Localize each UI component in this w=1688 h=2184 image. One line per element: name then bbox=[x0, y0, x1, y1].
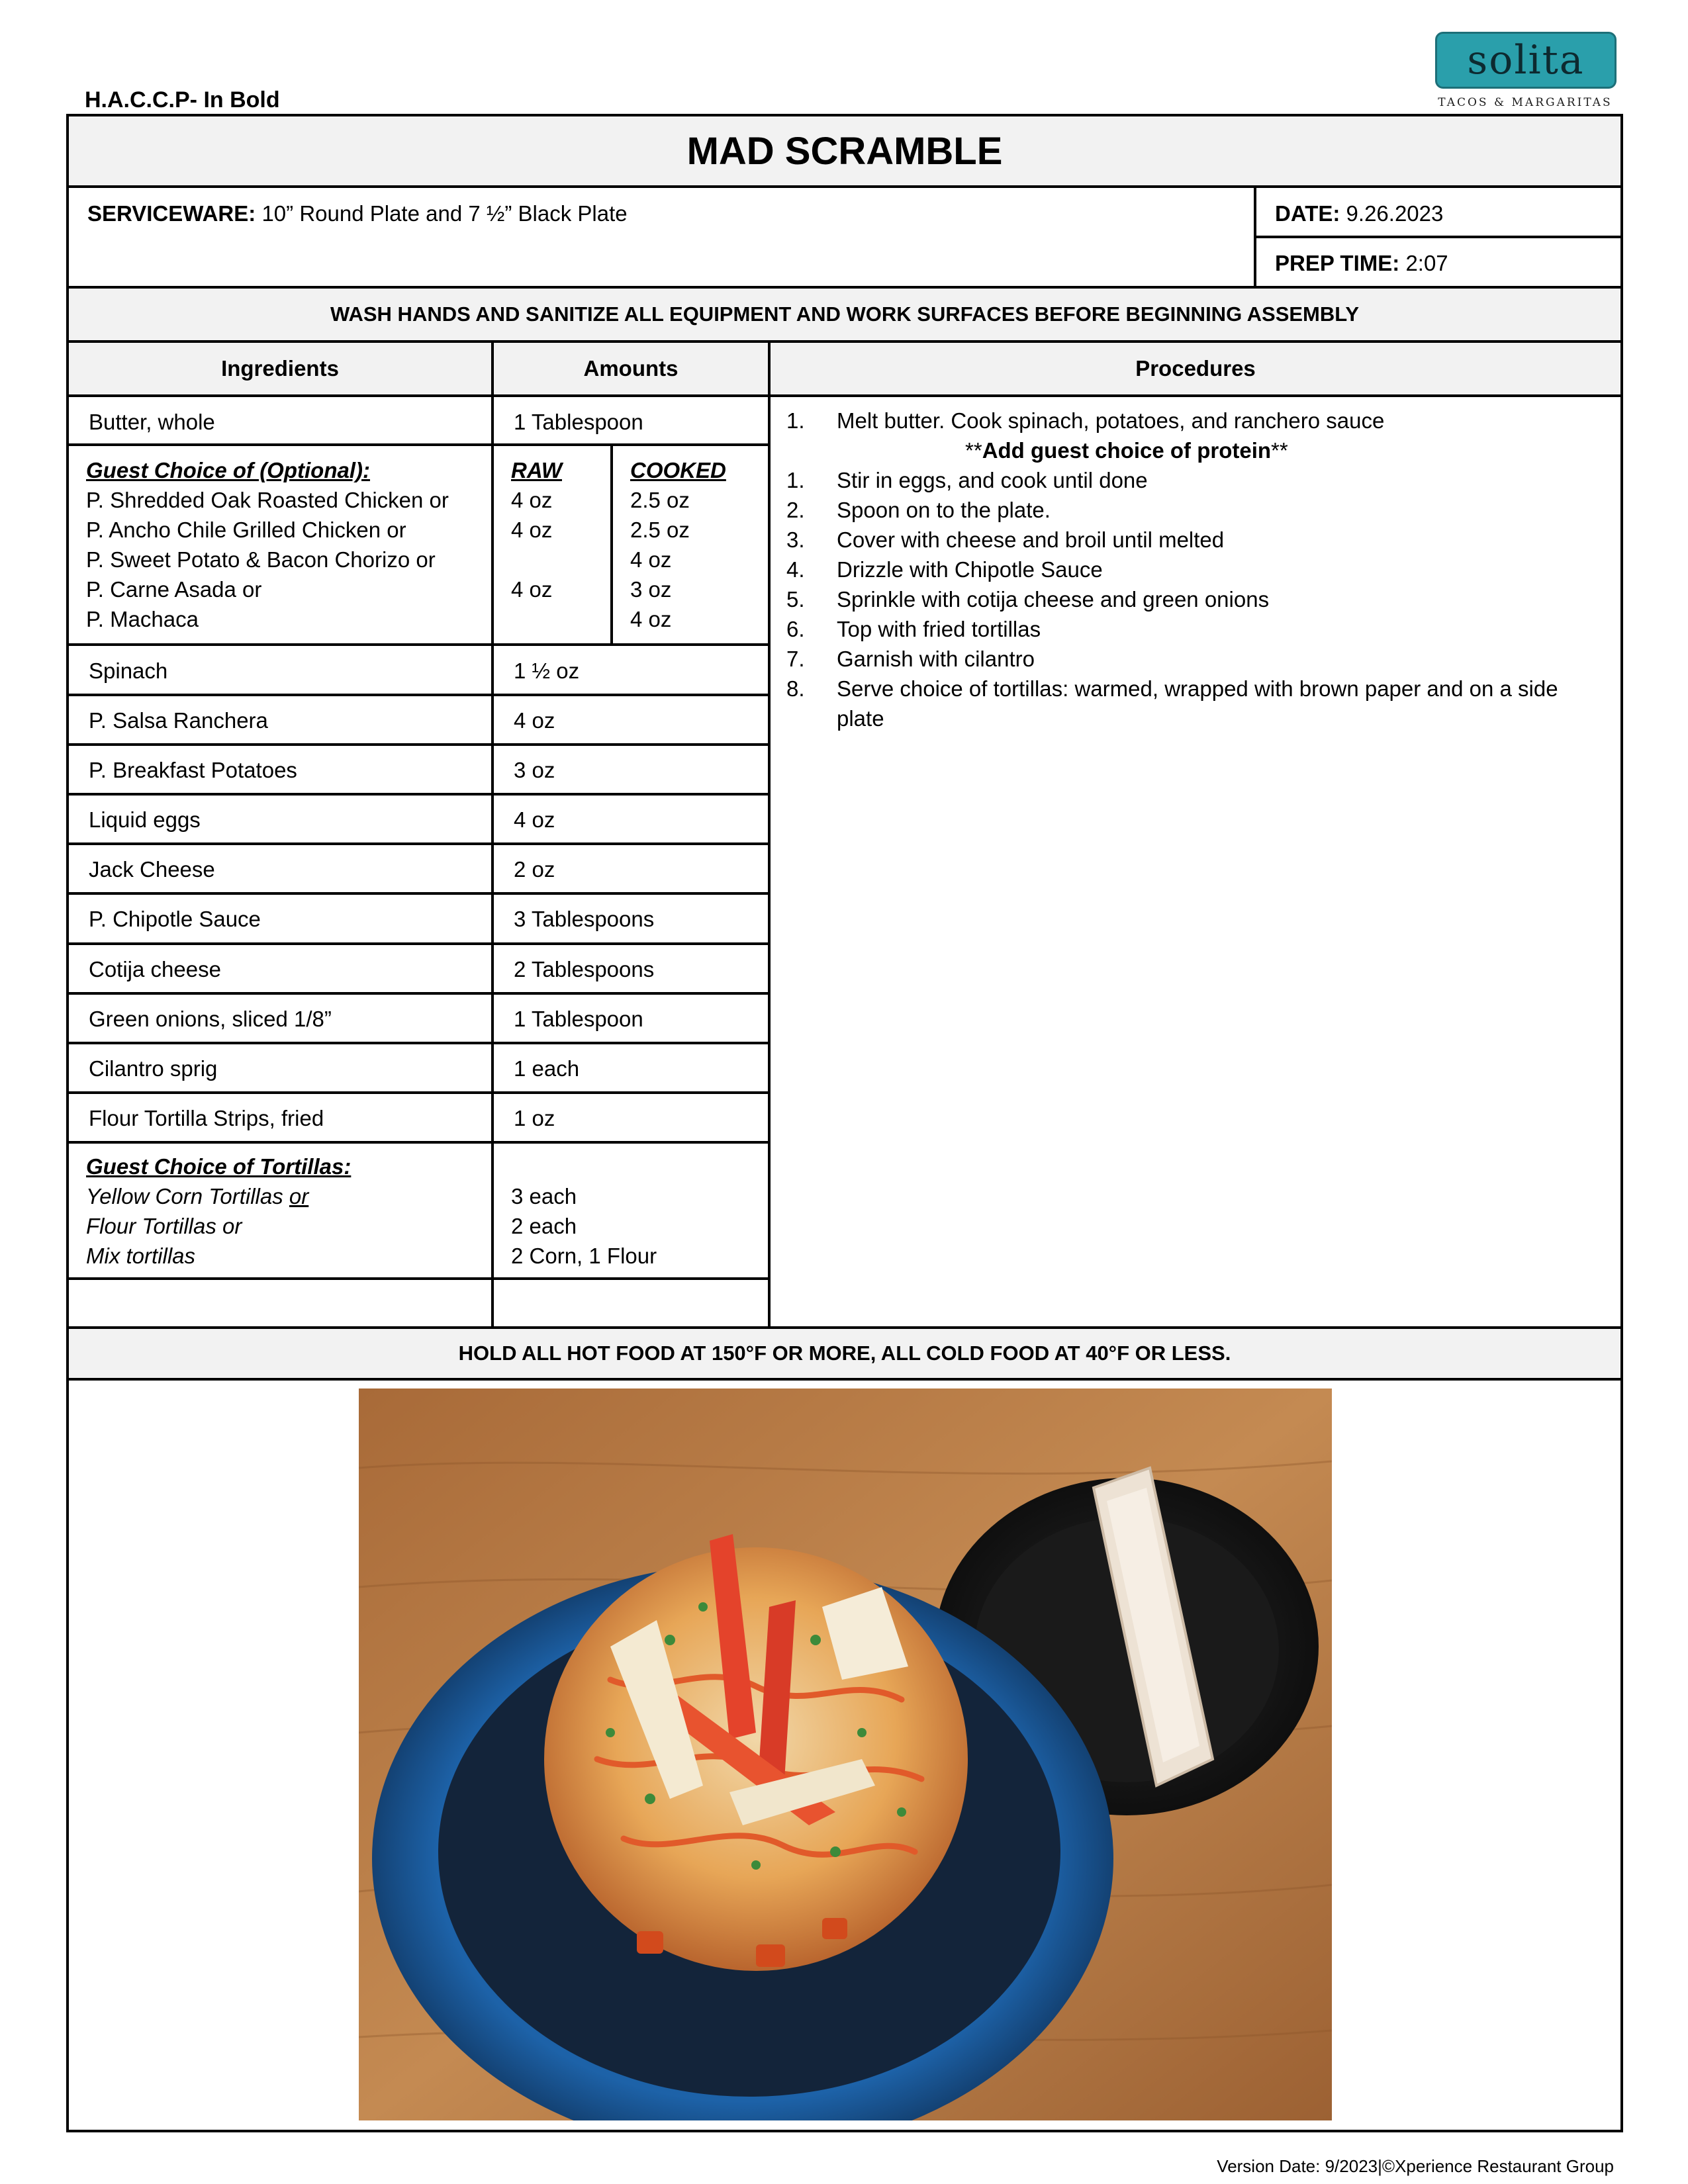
procedure-step bbox=[786, 406, 1601, 435]
procedure-step bbox=[786, 614, 1601, 644]
wash-notice: WASH HANDS AND SANITIZE ALL EQUIPMENT AND WORK SURFACES BEFORE BEGINNING ASSEMBLY bbox=[330, 302, 1360, 326]
rule-row bbox=[66, 1091, 771, 1094]
procedures-header: Procedures bbox=[1135, 356, 1256, 381]
procedure-number: 1. bbox=[786, 468, 805, 492]
procedure-step bbox=[786, 495, 1601, 525]
rule-row bbox=[66, 842, 771, 845]
rule-vertical-raw-cooked bbox=[610, 446, 613, 645]
serviceware-value: 10” Round Plate and 7 ½” Black Plate bbox=[261, 201, 628, 226]
rule-row bbox=[66, 743, 771, 746]
procedure-text: Top with fried tortillas bbox=[837, 617, 1041, 641]
protein-item: P. Carne Asada or bbox=[86, 577, 262, 602]
rule-hold bbox=[66, 1378, 1623, 1381]
ingredient-chipotle-sauce: P. Chipotle Sauce bbox=[89, 907, 261, 931]
ingredient-tortilla-strips: Flour Tortilla Strips, fried bbox=[89, 1106, 324, 1130]
rule-row bbox=[66, 1141, 771, 1144]
rule-headers bbox=[66, 394, 1623, 397]
amount-butter: 1 Tablespoon bbox=[514, 410, 643, 434]
hold-notice: HOLD ALL HOT FOOD AT 150°F OR MORE, ALL COLD FOOD AT 40°F OR LESS. bbox=[458, 1342, 1231, 1365]
protein-note-text: **Add guest choice of protein** bbox=[965, 438, 1288, 463]
tortilla-amounts bbox=[511, 1181, 657, 1271]
ingredient-breakfast-potatoes: P. Breakfast Potatoes bbox=[89, 758, 297, 782]
ingredient-cilantro: Cilantro sprig bbox=[89, 1056, 218, 1081]
ingredient-cotija-cheese: Cotija cheese bbox=[89, 957, 221, 981]
tortilla-option-or: or bbox=[289, 1184, 309, 1208]
tortilla-option: Mix tortillas bbox=[86, 1244, 196, 1268]
procedure-number: 1. bbox=[786, 408, 805, 433]
prep-time-value: 2:07 bbox=[1405, 251, 1448, 275]
serviceware-label: SERVICEWARE: bbox=[87, 201, 256, 226]
version-footer: Version Date: 9/2023|©Xperience Restaurant Group bbox=[1217, 2156, 1614, 2176]
tortilla-option: Flour Tortillas or bbox=[86, 1214, 242, 1238]
protein-item: P. Shredded Oak Roasted Chicken or bbox=[86, 488, 449, 512]
protein-heading: Guest Choice of (Optional): bbox=[86, 458, 370, 482]
tortilla-amount: 2 each bbox=[511, 1214, 577, 1238]
rule-row bbox=[66, 1277, 771, 1280]
cooked-label: COOKED bbox=[630, 458, 726, 482]
procedure-number: 7. bbox=[786, 647, 805, 671]
raw-label: RAW bbox=[511, 458, 562, 482]
dish-photo bbox=[359, 1388, 1332, 2120]
amount-jack-cheese: 2 oz bbox=[514, 857, 555, 882]
tortilla-choices bbox=[86, 1152, 351, 1271]
procedure-step bbox=[786, 644, 1601, 674]
procedure-text: Garnish with cilantro bbox=[837, 647, 1035, 671]
protein-item: P. Sweet Potato & Bacon Chorizo or bbox=[86, 547, 436, 572]
rule-row bbox=[66, 793, 771, 796]
procedures-list bbox=[786, 406, 1601, 733]
raw-amount: 4 oz bbox=[511, 577, 553, 602]
ingredient-liquid-eggs: Liquid eggs bbox=[89, 807, 201, 832]
procedure-text: Drizzle with Chipotle Sauce bbox=[837, 557, 1103, 582]
tortilla-amount: 3 each bbox=[511, 1184, 577, 1208]
amount-cotija-cheese: 2 Tablespoons bbox=[514, 957, 655, 981]
procedure-number: 6. bbox=[786, 617, 805, 641]
raw-amount bbox=[511, 545, 562, 574]
procedure-number: 8. bbox=[786, 676, 805, 701]
rule-row bbox=[66, 942, 771, 945]
logo-word: solita bbox=[1467, 37, 1585, 83]
protein-cooked-amounts bbox=[630, 455, 726, 634]
procedure-step bbox=[786, 584, 1601, 614]
amount-liquid-eggs: 4 oz bbox=[514, 807, 555, 832]
rule-row bbox=[66, 694, 771, 696]
logo-badge bbox=[1435, 32, 1617, 89]
tortilla-amount: 2 Corn, 1 Flour bbox=[511, 1244, 657, 1268]
procedure-text: Cover with cheese and broil until melted bbox=[837, 527, 1225, 552]
rule-row bbox=[66, 643, 771, 646]
amount-green-onions: 1 Tablespoon bbox=[514, 1007, 643, 1031]
amounts-header: Amounts bbox=[583, 356, 679, 381]
amount-salsa-ranchera: 4 oz bbox=[514, 708, 555, 733]
cooked-amount: 2.5 oz bbox=[630, 488, 690, 512]
procedure-step bbox=[786, 674, 1601, 733]
cooked-amount: 4 oz bbox=[630, 607, 672, 631]
ingredients-header: Ingredients bbox=[221, 356, 339, 381]
raw-amount: 4 oz bbox=[511, 518, 553, 542]
rule-row bbox=[66, 1042, 771, 1044]
protein-item: P. Machaca bbox=[86, 607, 199, 631]
rule-date bbox=[1254, 236, 1623, 238]
logo-tagline: TACOS & MARGARITAS bbox=[1438, 96, 1613, 109]
rule-vertical-ingredients bbox=[491, 340, 494, 1329]
protein-item: P. Ancho Chile Grilled Chicken or bbox=[86, 518, 406, 542]
ingredient-spinach: Spinach bbox=[89, 659, 168, 683]
cooked-amount: 3 oz bbox=[630, 577, 672, 602]
ingredient-jack-cheese: Jack Cheese bbox=[89, 857, 215, 882]
amount-tortilla-strips: 1 oz bbox=[514, 1106, 555, 1130]
serviceware bbox=[87, 199, 628, 228]
rule-title bbox=[66, 185, 1623, 188]
prep-time-label: PREP TIME: bbox=[1275, 251, 1400, 275]
ingredient-green-onions: Green onions, sliced 1/8” bbox=[89, 1007, 332, 1031]
procedure-number: 2. bbox=[786, 498, 805, 522]
procedure-step bbox=[786, 465, 1601, 495]
ingredient-salsa-ranchera: P. Salsa Ranchera bbox=[89, 708, 268, 733]
date-value: 9.26.2023 bbox=[1346, 201, 1444, 226]
haccp-label: H.A.C.C.P- In Bold bbox=[85, 87, 280, 113]
protein-choices bbox=[86, 455, 449, 634]
amount-breakfast-potatoes: 3 oz bbox=[514, 758, 555, 782]
procedure-text: Spoon on to the plate. bbox=[837, 498, 1051, 522]
date bbox=[1275, 199, 1443, 228]
prep-time bbox=[1275, 248, 1448, 278]
procedure-text: Serve choice of tortillas: warmed, wrapped with brown paper and on a side plate bbox=[837, 676, 1558, 731]
dish-illustration bbox=[359, 1388, 1332, 2120]
solita-logo bbox=[1435, 32, 1615, 109]
procedure-number: 4. bbox=[786, 557, 805, 582]
raw-amount: 4 oz bbox=[511, 488, 553, 512]
rule-vertical-amounts bbox=[768, 340, 771, 1329]
recipe-title: MAD SCRAMBLE bbox=[686, 129, 1003, 173]
raw-amount bbox=[511, 604, 562, 634]
rule-row bbox=[66, 992, 771, 995]
procedure-text: Stir in eggs, and cook until done bbox=[837, 468, 1148, 492]
rule-row bbox=[66, 443, 771, 446]
protein-raw-amounts bbox=[511, 455, 562, 634]
tortilla-option-text: Yellow Corn Tortillas bbox=[86, 1184, 289, 1208]
rule-row bbox=[66, 892, 771, 895]
procedure-number: 5. bbox=[786, 587, 805, 612]
procedure-step bbox=[786, 525, 1601, 555]
cooked-amount: 2.5 oz bbox=[630, 518, 690, 542]
tortilla-option bbox=[86, 1181, 351, 1211]
date-label: DATE: bbox=[1275, 201, 1340, 226]
amount-cilantro: 1 each bbox=[514, 1056, 580, 1081]
procedure-text: Melt butter. Cook spinach, potatoes, and ranchero sauce bbox=[837, 408, 1385, 433]
rule-vertical-date bbox=[1254, 185, 1256, 289]
cooked-amount: 4 oz bbox=[630, 547, 672, 572]
tortilla-heading: Guest Choice of Tortillas: bbox=[86, 1154, 352, 1179]
amount-chipotle-sauce: 3 Tablespoons bbox=[514, 907, 655, 931]
procedure-text: Sprinkle with cotija cheese and green onions bbox=[837, 587, 1270, 612]
amount-spinach: 1 ½ oz bbox=[514, 659, 580, 683]
procedure-number: 3. bbox=[786, 527, 805, 552]
protein-note bbox=[786, 435, 1601, 465]
procedure-step bbox=[786, 555, 1601, 584]
ingredient-butter: Butter, whole bbox=[89, 410, 215, 434]
